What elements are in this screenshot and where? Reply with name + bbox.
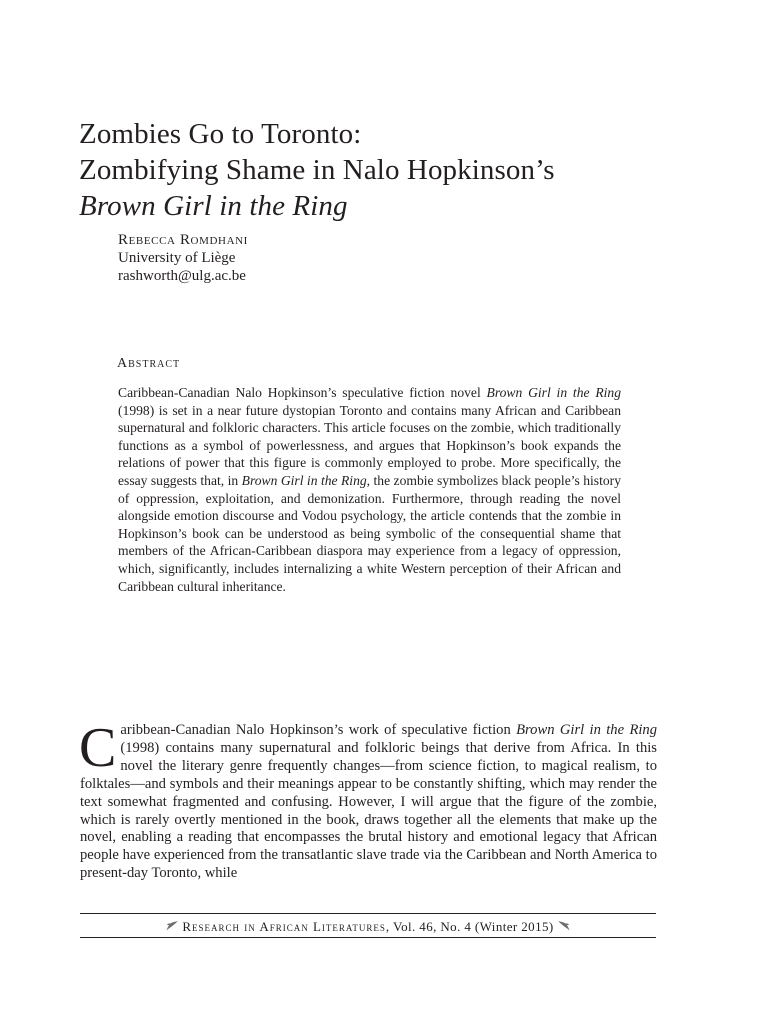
abstract-text-segment: , the zombie symbolizes black people’s history of oppression, exploitation, and demonization. Furthermore, through reading the novel alongside emotion discourse and Vodou psychology, the article contends that the zombie in Hopkinson’s book can be understood as being symbolic of the consequential shame that members of the African-Caribbean diaspora may experience from a legacy of oppression, which, significantly, includes internalizing a white Western perception of their African and Caribbean cultural inheritance.: [118, 472, 621, 594]
drop-cap: C: [79, 717, 117, 779]
journal-issue: , Vol. 46, No. 4 (Winter 2015): [385, 919, 554, 934]
abstract-book-title: Brown Girl in the Ring: [486, 385, 622, 400]
abstract-text: [118, 384, 621, 595]
author-name: Rebecca Romdhani: [118, 232, 248, 248]
body-text-segment: (1998) contains many supernatural and folkloric beings that derive from Africa. In this novel the literary genre frequently changes—from science fiction, to magical realism, to folktales—and symbols and their meanings appear to be constantly shifting, which may render the text somewhat fragmented and confusing. However, I will argue that the figure of the zombie, which is rarely overtly mentioned in the book, draws together all the elements that make up the novel, enabling a reading that encompasses the brutal history and emotional legacy that African people have experienced from the transatlantic slave trade via the Caribbean and North America to present-day Toronto, while: [80, 739, 657, 882]
leaf-ornament-icon: [557, 920, 571, 932]
running-footer: [80, 919, 656, 935]
journal-name: Research in African Literatures: [182, 919, 386, 934]
abstract-heading: Abstract: [117, 356, 181, 371]
abstract-text-segment: (1998) is set in a near future dystopian Toronto and contains many African and Caribbean supernatural and folkloric characters. This article focuses on the zombie, which traditionally functions as a symbol of powerlessness, and argues that Hopkinson’s book expands the relations of power that this figure is commonly employed to probe. More specifically, the essay suggests that, in: [118, 402, 621, 488]
author-affiliation: University of Liège: [118, 250, 236, 266]
abstract-text-segment: Caribbean-Canadian Nalo Hopkinson’s speculative fiction novel: [118, 385, 487, 400]
footer-rule-top: [80, 913, 656, 914]
author-block: [118, 231, 248, 285]
footer-rule-bottom: [80, 937, 656, 938]
body-paragraph: [79, 717, 658, 883]
body-text-segment: aribbean-Canadian Nalo Hopkinson’s work of speculative fiction: [120, 722, 517, 738]
title-line-1: Zombies Go to Toronto:: [79, 118, 362, 150]
title-line-3: Brown Girl in the Ring: [79, 190, 348, 222]
abstract-paragraph: [118, 384, 621, 595]
title-line-2: Zombifying Shame in Nalo Hopkinson’s: [79, 154, 555, 186]
leaf-ornament-icon: [165, 920, 179, 932]
body-book-title: Brown Girl in the Ring: [516, 722, 658, 738]
abstract-book-title: Brown Girl in the Ring: [241, 472, 367, 488]
article-title: [79, 116, 719, 224]
author-email: rashworth@ulg.ac.be: [118, 268, 246, 284]
article-body: [79, 717, 658, 883]
